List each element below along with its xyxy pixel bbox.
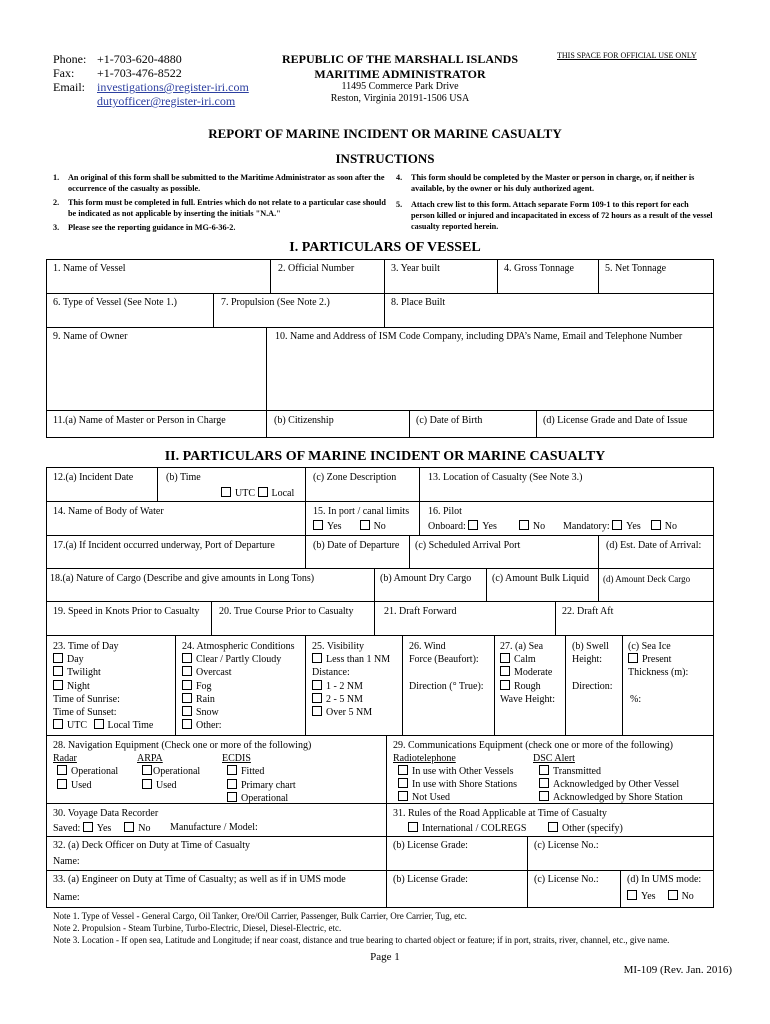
administrator-heading xyxy=(250,52,550,82)
phone-label: Phone: xyxy=(53,52,87,66)
arpa-used-option[interactable]: Used xyxy=(142,779,200,793)
sunset-label: Time of Sunset: xyxy=(53,707,117,719)
field-body-of-water[interactable]: 14. Name of Body of Water xyxy=(53,506,164,517)
field-year-built[interactable]: 3. Year built xyxy=(391,263,440,274)
distance-label: Distance: xyxy=(312,667,350,679)
wind-force-field[interactable]: Force (Beaufort): xyxy=(409,654,479,666)
instruction-4: 4. This form should be completed by the Master or person in charge, or, if neither is available, by the owner or his duly authorized agent. xyxy=(396,173,695,193)
sea-label: 27. (a) Sea xyxy=(500,641,544,652)
in-port-no-checkbox[interactable] xyxy=(360,520,370,530)
sea-rough-option[interactable]: Rough xyxy=(500,680,555,693)
ecdis-label: ECDIS xyxy=(222,753,251,764)
pilot-onboard-yes-checkbox[interactable] xyxy=(468,520,478,530)
fax-number: +1-703-476-8522 xyxy=(97,66,182,80)
field-cargo-nature[interactable]: 18.(a) Nature of Cargo (Describe and give amounts in Long Tons) xyxy=(50,573,315,584)
notes-block xyxy=(53,910,669,946)
visibility-2-5-option[interactable]: 2 - 5 NM xyxy=(312,693,390,706)
radar-operational-option[interactable]: Operational xyxy=(57,765,118,779)
instruction-1: 1. An original of this form shall be submitted to the Maritime Administrator as soon after the occurrence of the casualty as possible. xyxy=(53,173,385,193)
field-incident-date[interactable]: 12.(a) Incident Date xyxy=(53,472,134,483)
ice-percent-field[interactable]: %: xyxy=(630,693,642,705)
page-number: Page 1 xyxy=(370,951,400,963)
wave-height-field[interactable]: Wave Height: xyxy=(500,693,556,705)
field-date-of-birth[interactable]: (c) Date of Birth xyxy=(416,415,483,426)
radiotelephone-options xyxy=(398,765,517,804)
note-2: Note 2. Propulsion - Steam Turbine, Turbo-Electric, Diesel, Diesel-Electric, etc. xyxy=(53,923,342,933)
sea-ice-block xyxy=(628,640,688,706)
administrator-title: MARITIME ADMINISTRATOR xyxy=(314,67,486,81)
night-option[interactable]: Night xyxy=(53,680,153,693)
vdr-saved-options[interactable]: Saved: Yes No xyxy=(53,823,151,834)
ecdis-fitted-option[interactable]: Fitted xyxy=(227,765,296,779)
arpa-operational-option[interactable]: Operational xyxy=(142,765,200,779)
section-vessel-heading: I. PARTICULARS OF VESSEL xyxy=(289,240,481,255)
address-line1: 11495 Commerce Park Drive xyxy=(341,81,459,92)
ecdis-operational-option[interactable]: Operational xyxy=(227,792,296,806)
dsc-alert-label: DSC Alert xyxy=(533,753,575,764)
sea-moderate-option[interactable]: Moderate xyxy=(500,666,555,679)
utc-checkbox[interactable] xyxy=(221,487,231,497)
radar-label: Radar xyxy=(53,753,77,764)
dsc-options xyxy=(539,765,683,804)
field-vessel-name[interactable]: 1. Name of Vessel xyxy=(53,263,126,274)
field-bulk-liquid[interactable]: (c) Amount Bulk Liquid xyxy=(492,573,589,584)
atmospheric-block xyxy=(182,640,295,732)
pilot-onboard-options[interactable]: Onboard: Yes No xyxy=(428,521,546,532)
time-of-day-block xyxy=(53,640,153,732)
sea-ice-label: (c) Sea Ice xyxy=(628,641,671,652)
field-true-course[interactable]: 20. True Course Prior to Casualty xyxy=(219,606,354,617)
engineer-label: 33. (a) Engineer on Duty at Time of Casualty; as well as if in UMS mode xyxy=(53,874,346,885)
field-in-port: 15. In port / canal limits xyxy=(313,506,410,517)
form-revision: MI-109 (Rev. Jan. 2016) xyxy=(623,964,732,976)
ums-mode-label: (d) In UMS mode: xyxy=(627,874,702,885)
field-port-of-departure[interactable]: 17.(a) If Incident occurred underway, Port of Departure xyxy=(53,540,275,551)
field-master-name[interactable]: 11.(a) Name of Master or Person in Charge xyxy=(53,415,226,426)
wind-direction-field[interactable]: Direction (° True): xyxy=(409,680,484,692)
field-citizenship[interactable]: (b) Citizenship xyxy=(274,415,334,426)
zone-utc-option[interactable]: UTC Local xyxy=(221,487,294,500)
rules-of-road-label: 31. Rules of the Road Applicable at Time of Casualty xyxy=(393,808,607,819)
fax-label: Fax: xyxy=(53,66,75,80)
arpa-label: ARPA xyxy=(137,753,163,764)
field-deck-cargo[interactable]: (d) Amount Deck Cargo xyxy=(603,574,691,584)
radar-used-option[interactable]: Used xyxy=(57,779,118,793)
field-casualty-location[interactable]: 13. Location of Casualty (See Note 3.) xyxy=(428,472,583,483)
swell-direction-field[interactable]: Direction: xyxy=(572,680,613,692)
official-use-label: THIS SPACE FOR OFFICIAL USE ONLY xyxy=(557,51,697,60)
field-draft-aft[interactable]: 22. Draft Aft xyxy=(562,606,614,617)
ice-thickness-field[interactable]: Thickness (m): xyxy=(628,667,689,679)
wind-block xyxy=(409,640,484,693)
swell-height-field[interactable]: Height: xyxy=(572,654,602,666)
ecdis-primary-option[interactable]: Primary chart xyxy=(227,779,296,793)
instructions-heading: INSTRUCTIONS xyxy=(335,151,435,166)
engineer-name-field[interactable]: Name: xyxy=(53,892,80,903)
other-option[interactable]: Other: xyxy=(182,719,295,732)
visibility-block xyxy=(312,640,390,719)
field-incident-time[interactable]: (b) Time xyxy=(166,472,201,483)
field-net-tonnage[interactable]: 5. Net Tonnage xyxy=(605,263,667,274)
field-license-grade-date[interactable]: (d) License Grade and Date of Issue xyxy=(543,415,688,426)
sea-block xyxy=(500,640,555,706)
day-option[interactable]: Day xyxy=(53,653,153,666)
other-rules-option[interactable]: Other (specify) xyxy=(548,822,623,835)
note-3: Note 3. Location - If open sea, Latitude and Longitude; if near coast, distance and true bearing to charted object or feature; if in port, straits, river, channel, etc., give name. xyxy=(53,935,670,945)
sunrise-label: Time of Sunrise: xyxy=(53,693,120,705)
engineer-license-grade-field[interactable]: (b) License Grade: xyxy=(393,874,468,885)
deck-officer-label: 32. (a) Deck Officer on Duty at Time of Casualty xyxy=(53,840,250,851)
nav-equipment-label: 28. Navigation Equipment (Check one or more of the following) xyxy=(53,740,312,751)
field-place-built[interactable]: 8. Place Built xyxy=(391,297,446,308)
vdr-label: 30. Voyage Data Recorder xyxy=(53,808,159,819)
contact-block xyxy=(53,52,249,108)
field-ism-company[interactable]: 10. Name and Address of ISM Code Company, including DPA’s Name, Email and Telephone Number xyxy=(275,331,683,342)
phone-number: +1-703-620-4880 xyxy=(97,52,182,66)
in-port-yes-checkbox[interactable] xyxy=(313,520,323,530)
dsc-ack-shore-option[interactable]: Acknowledged by Shore Station xyxy=(539,791,683,804)
email-investigations-link[interactable]: investigations@register-iri.com xyxy=(97,80,249,94)
ecdis-options xyxy=(227,765,296,806)
pilot-mandatory-yes-checkbox[interactable] xyxy=(612,520,622,530)
instruction-3: 3. Please see the reporting guidance in MG-6-36-2. xyxy=(53,223,236,232)
field-speed-knots[interactable]: 19. Speed in Knots Prior to Casualty xyxy=(53,606,200,617)
snow-option[interactable]: Snow xyxy=(182,706,295,719)
administrator-address xyxy=(250,81,550,105)
pilot-mandatory-no-checkbox[interactable] xyxy=(651,520,661,530)
swell-block xyxy=(572,640,613,693)
radio-not-used-option[interactable]: Not Used xyxy=(398,791,517,804)
visibility-1-2-option[interactable]: 1 - 2 NM xyxy=(312,680,390,693)
radiotelephone-label: Radiotelephone xyxy=(393,753,456,764)
local-checkbox[interactable] xyxy=(258,487,268,497)
radio-other-vessels-option[interactable]: In use with Other Vessels xyxy=(398,765,517,778)
overcast-option[interactable]: Overcast xyxy=(182,666,295,679)
field-date-of-departure[interactable]: (b) Date of Departure xyxy=(313,540,400,551)
fog-option[interactable]: Fog xyxy=(182,680,295,693)
note-1: Note 1. Type of Vessel - General Cargo, Oil Tanker, Ore/Oil Carrier, Passenger, Bulk Carrier, Ore Carrier, Tug, etc. xyxy=(53,911,467,921)
comm-equipment-label: 29. Communications Equipment (check one or more of the following) xyxy=(393,740,673,751)
rain-option[interactable]: Rain xyxy=(182,693,295,706)
email-dutyofficer-link[interactable]: dutyofficer@register-iri.com xyxy=(97,94,236,108)
dsc-ack-vessel-option[interactable]: Acknowledged by Other Vessel xyxy=(539,778,683,791)
in-port-options[interactable]: Yes No xyxy=(313,520,386,533)
field-est-arrival-date[interactable]: (d) Est. Date of Arrival: xyxy=(606,540,702,551)
sea-calm-option[interactable]: Calm xyxy=(500,653,555,666)
field-pilot: 16. Pilot xyxy=(428,506,462,517)
field-official-number[interactable]: 2. Official Number xyxy=(278,263,355,274)
field-zone-description[interactable]: (c) Zone Description xyxy=(313,472,397,483)
republic-title: REPUBLIC OF THE MARSHALL ISLANDS xyxy=(281,52,519,66)
radar-options xyxy=(57,765,118,792)
colregs-option[interactable]: International / COLREGS xyxy=(408,822,526,835)
instruction-5: 5. Attach crew list to this form. Attach separate Form 109-1 to this report for each person killed or injured and incapacitated in excess of 72 hours as a result of the vessel casualty reported herein. xyxy=(396,200,713,231)
time-reference-options[interactable]: UTC Local Time xyxy=(53,719,153,732)
pilot-mandatory-options[interactable]: Mandatory: Yes No xyxy=(563,521,677,532)
field-gross-tonnage[interactable]: 4. Gross Tonnage xyxy=(504,263,574,274)
deck-license-grade-field[interactable]: (b) License Grade: xyxy=(393,840,468,851)
vessel-table xyxy=(46,259,714,438)
field-propulsion[interactable]: 7. Propulsion (See Note 2.) xyxy=(221,297,330,308)
deck-license-no-field[interactable]: (c) License No.: xyxy=(534,840,599,851)
engineer-license-no-field[interactable]: (c) License No.: xyxy=(534,874,599,885)
field-arrival-port[interactable]: (c) Scheduled Arrival Port xyxy=(415,540,521,551)
field-owner-name[interactable]: 9. Name of Owner xyxy=(53,331,128,342)
clear-option[interactable]: Clear / Partly Cloudy xyxy=(182,653,295,666)
radio-shore-stations-option[interactable]: In use with Shore Stations xyxy=(398,778,517,791)
time-of-day-label: 23. Time of Day xyxy=(53,641,119,652)
pilot-onboard-no-checkbox[interactable] xyxy=(519,520,529,530)
form-title: REPORT OF MARINE INCIDENT OR MARINE CASUALTY xyxy=(208,126,562,141)
field-dry-cargo[interactable]: (b) Amount Dry Cargo xyxy=(380,573,472,584)
arpa-options xyxy=(142,765,200,792)
field-draft-forward[interactable]: 21. Draft Forward xyxy=(384,606,457,617)
section-incident-heading: II. PARTICULARS OF MARINE INCIDENT OR MARINE CASUALTY xyxy=(164,449,606,464)
visibility-over5-option[interactable]: Over 5 NM xyxy=(312,706,390,719)
field-vessel-type[interactable]: 6. Type of Vessel (See Note 1.) xyxy=(53,297,177,308)
dsc-transmitted-option[interactable]: Transmitted xyxy=(539,765,683,778)
atmospheric-label: 24. Atmospheric Conditions xyxy=(182,641,295,652)
visibility-label: 25. Visibility xyxy=(312,641,365,652)
address-line2: Reston, Virginia 20191-1506 USA xyxy=(330,93,470,104)
vdr-manufacture-field[interactable]: Manufacture / Model: xyxy=(170,822,258,833)
sea-ice-present-option[interactable]: Present xyxy=(628,653,688,666)
swell-label: (b) Swell xyxy=(572,641,609,652)
instruction-2: 2. This form must be completed in full. Entries which do not relate to a particular case should be indicated as not applicable by inserting the initials "N.A." xyxy=(53,198,386,218)
visibility-less1-option[interactable]: Less than 1 NM xyxy=(312,653,390,666)
deck-officer-name-field[interactable]: Name: xyxy=(53,856,80,867)
email-label: Email: xyxy=(53,80,85,94)
ums-mode-options[interactable]: Yes No xyxy=(627,890,694,903)
twilight-option[interactable]: Twilight xyxy=(53,666,153,679)
wind-label: 26. Wind xyxy=(409,641,446,652)
